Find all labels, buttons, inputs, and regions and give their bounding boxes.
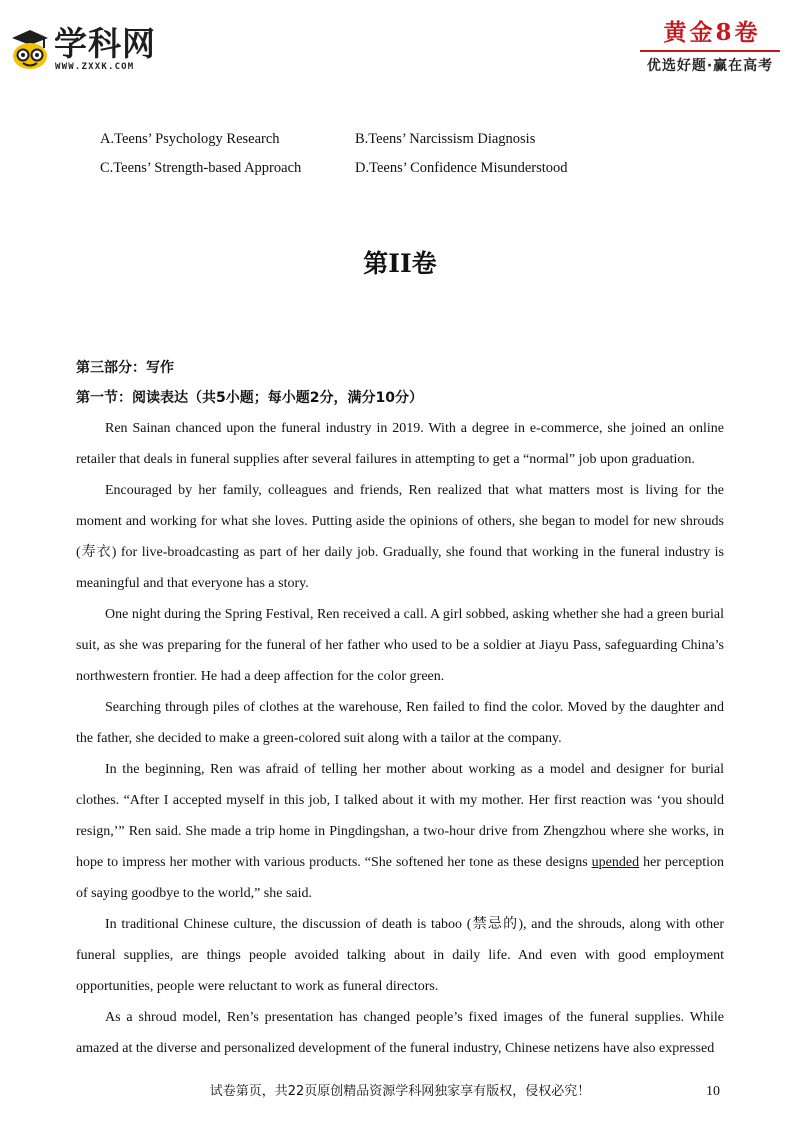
reading-passage: [76, 413, 724, 1064]
passage-paragraph: Searching through piles of clothes at the warehouse, Ren failed to find the color. Moved by the daughter and the father, she decided to make a green-colored suit along with a tailor at the company.: [76, 700, 724, 746]
passage-text: her perception of saying goodbye to the world,” she said.: [76, 855, 725, 901]
page-number: 10: [706, 1084, 720, 1099]
passage-paragraph: As a shroud model, Ren’s presentation has changed people’s fixed images of the funeral supplies. While amazed at the diverse and personalized development of the funeral industry, Chinese netizens have also expressed: [76, 1010, 724, 1056]
underlined-word: upended: [591, 855, 640, 870]
option-c: [100, 157, 301, 179]
part-heading: 第三部分：写作: [76, 360, 174, 376]
option-d: [355, 157, 568, 179]
logo-owl-icon: [10, 28, 50, 70]
passage-paragraph: [76, 754, 724, 909]
passage-paragraph: Encouraged by her family, colleagues and friends, Ren realized that what matters most is living for the moment and working for what she loves. Putting aside the opinions of others, she began to model for new shrouds (寿衣) for live-broadcasting as part of her daily job. Gradually, she found that working in the funeral industry is meaningful and that everyone has a story.: [76, 483, 724, 591]
passage-paragraph: In traditional Chinese culture, the discussion of death is taboo (禁忌的), and the shrouds, along with other funeral supplies, are things people avoided talking about in daily life. And even with good employment opportunities, people were reluctant to work as funeral directors.: [76, 917, 724, 994]
option-letter: B.: [355, 131, 369, 147]
section-heading: 第一节：阅读表达（共5小题；每小题2分，满分10分）: [76, 390, 423, 406]
page-header: [0, 0, 800, 90]
option-text: Teens’ Narcissism Diagnosis: [368, 131, 536, 147]
brand-slogan: 优选好题·赢在高考: [646, 58, 774, 74]
option-text: Teens’ Confidence Misunderstood: [369, 160, 568, 176]
option-letter: D.: [355, 160, 370, 176]
options-row: [100, 128, 720, 157]
passage-paragraph: Ren Sainan chanced upon the funeral industry in 2019. With a degree in e-commerce, she joined an online retailer that deals in funeral supplies after several failures in attempting to get a “normal” job upon graduation.: [76, 421, 724, 467]
brand-divider: [640, 50, 780, 52]
option-letter: A.: [100, 131, 115, 147]
answer-options: [100, 128, 720, 186]
option-text: Teens’ Strength-based Approach: [113, 160, 302, 176]
passage-paragraph: One night during the Spring Festival, Ren received a call. A girl sobbed, asking whether she had a green burial suit, as she was preparing for the funeral of her father who used to be a soldier at Jiayu Pass, safeguarding China’s northwestern frontier. He had a deep affection for the color green.: [76, 607, 724, 684]
footer-copyright: 试卷第页，共22页原创精品资源学科网独家享有版权，侵权必究！: [209, 1084, 591, 1099]
brand-title: 黄金8卷: [663, 19, 761, 46]
option-letter: C.: [100, 160, 114, 176]
passage-text: In the beginning, Ren was afraid of telling her mother about working as a model and designer for burial clothes. “After I accepted myself in this job, I talked about it with my mother. Her first reaction was ‘you should resign,’” Ren said. She made a trip home in Pingdingshan, a two-hour drive from Zhengzhou where she works, in hope to impress her mother with various products. “She softened her tone as these designs: [76, 762, 724, 870]
volume-title: 第II卷: [363, 249, 437, 278]
logo-text: 学科网: [54, 24, 156, 63]
options-row: [100, 157, 720, 186]
option-a: [100, 128, 280, 150]
option-text: Teens’ Psychology Research: [114, 131, 280, 147]
logo-url: WWW.ZXXK.COM: [55, 62, 135, 72]
option-b: [355, 128, 535, 150]
